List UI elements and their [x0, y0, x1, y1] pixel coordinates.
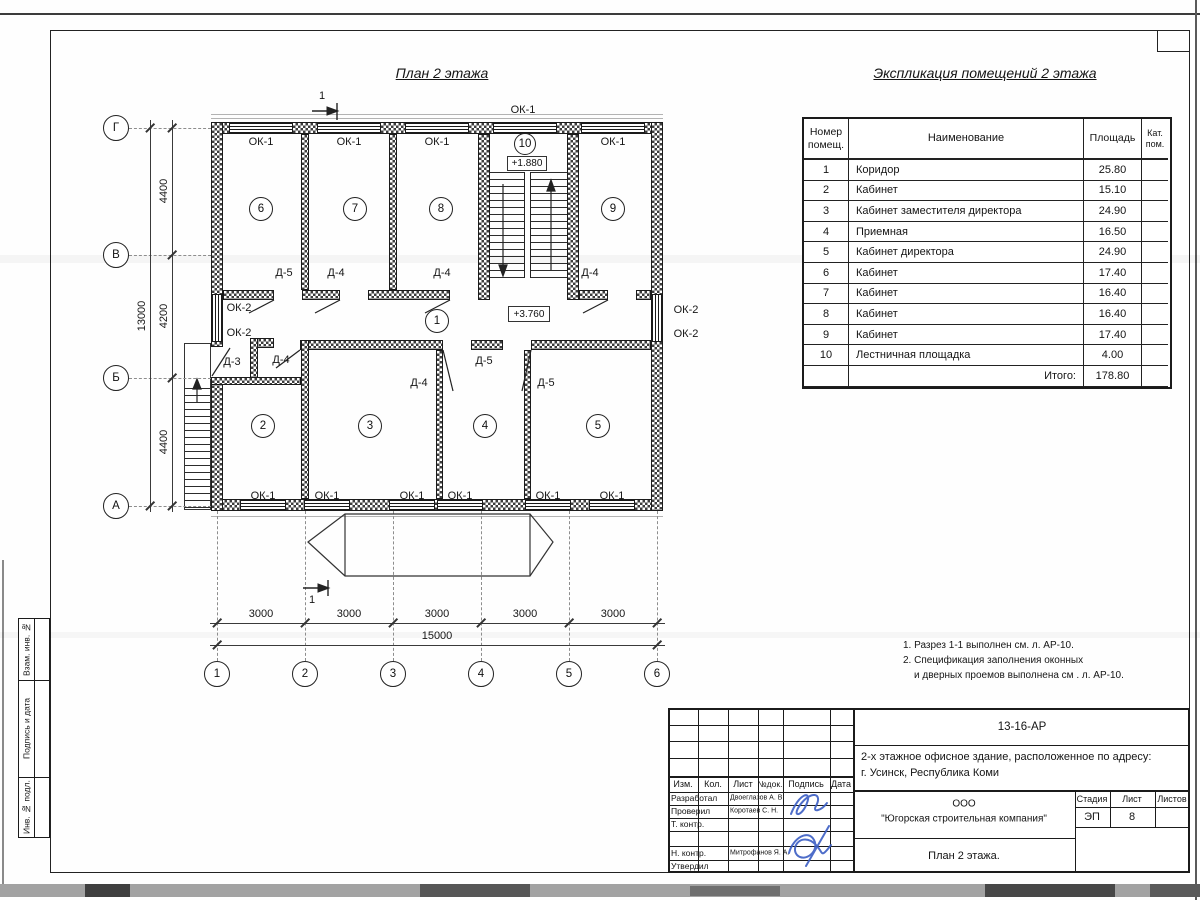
axis-circle-1 [204, 661, 230, 687]
axis-label: Б [112, 372, 120, 384]
window-ok1 [406, 122, 468, 134]
room-circle-5 [586, 414, 610, 438]
wall-right [651, 341, 663, 511]
window-label-ok1: ОК-1 [535, 490, 561, 502]
window-label-ok2: ОК-2 [673, 304, 699, 316]
cell-num [804, 366, 849, 387]
room-number: 5 [594, 420, 602, 432]
cell-cat [1142, 160, 1168, 181]
header-text: Кат. пом. [1145, 128, 1165, 149]
axis-line-6 [657, 511, 658, 661]
dim-label-4400: 4400 [158, 429, 170, 455]
cell-num: 4 [804, 222, 849, 243]
axis-line-2 [305, 511, 306, 661]
scan-smudge [420, 884, 530, 897]
wall-top [292, 122, 318, 134]
door-label-d5: Д-5 [475, 355, 493, 367]
corridor-wall-bottom [531, 340, 651, 350]
tb-line [668, 758, 854, 759]
tb-header-list: Лист [733, 779, 753, 789]
tb-line [758, 708, 759, 873]
tb-line [855, 745, 1190, 746]
tb-name-2: Коротаев С. Н. [730, 807, 779, 815]
axis-label: А [112, 500, 120, 512]
cell-area: 17.40 [1084, 325, 1142, 346]
cell-area: 4.00 [1084, 345, 1142, 366]
tb-role-tkontr: Т. контр. [671, 819, 705, 829]
stair-wall-west [478, 134, 490, 300]
axis-label: 4 [477, 668, 485, 680]
tb-line [668, 831, 854, 832]
tb-line [783, 708, 784, 873]
cell-num: 5 [804, 242, 849, 263]
tb-doc-number: 13-16-АР [997, 721, 1047, 733]
margin-label-podpis [19, 682, 34, 775]
window-label-ok1: ОК-1 [250, 490, 276, 502]
axis-label: 6 [653, 668, 661, 680]
cell-area: 17.40 [1084, 263, 1142, 284]
window-label-ok2: ОК-2 [673, 328, 699, 340]
window-ok1 [230, 122, 292, 134]
cell-cat [1142, 222, 1168, 243]
cell-area: 15.10 [1084, 181, 1142, 202]
cell-num: 6 [804, 263, 849, 284]
room-number: 9 [609, 203, 617, 215]
window-label-ok2: ОК-2 [226, 327, 252, 339]
room-circle-8 [429, 197, 453, 221]
cell-name: Кабинет [849, 181, 1084, 202]
axis-circle-g [103, 115, 129, 141]
tb-stage-value: ЭП [1084, 811, 1100, 823]
tb-listov-header: Листов [1157, 794, 1187, 804]
cell-cat [1142, 201, 1168, 222]
cell-cat [1142, 366, 1168, 387]
wall-left [211, 377, 223, 511]
sheet-left-edge [2, 560, 4, 890]
window-label-ok1: ОК-1 [314, 490, 340, 502]
tb-line [668, 846, 854, 847]
sheet-top-edge [0, 13, 1200, 15]
margin-text: Инв. № подл. [21, 780, 32, 835]
level-mark-corridor [508, 306, 550, 322]
axis-line-3 [393, 511, 394, 661]
cell-name: Кабинет директора [849, 242, 1084, 263]
door-label-d4: Д-4 [581, 267, 599, 279]
cell-name: Коридор [849, 160, 1084, 181]
margin-label-vzam [19, 620, 34, 678]
door-label-d4: Д-4 [272, 354, 290, 366]
tb-list-value: 8 [1128, 811, 1136, 823]
window-label-ok1: ОК-1 [399, 490, 425, 502]
window-label-ok1: ОК-1 [336, 136, 362, 148]
dim-label-3000: 3000 [336, 608, 362, 620]
dim-label-3000: 3000 [600, 608, 626, 620]
tb-drawing-title: План 2 этажа. [928, 850, 1000, 862]
partition-3-4 [436, 350, 443, 499]
cell-cat [1142, 284, 1168, 305]
tb-line [1075, 827, 1190, 828]
door-label-d4: Д-4 [327, 267, 345, 279]
window-ok2 [211, 295, 223, 341]
axis-circle-a [103, 493, 129, 519]
section-mark-label-top: 1 [318, 90, 326, 102]
col-header-cat [1142, 119, 1168, 160]
room-circle-9 [601, 197, 625, 221]
room-number: 6 [257, 203, 265, 215]
total-label: Итого: [849, 366, 1084, 387]
cell-num: 1 [804, 160, 849, 181]
tb-line [830, 708, 831, 873]
room-number: 3 [366, 420, 374, 432]
scan-smudge [85, 884, 130, 897]
tb-name-4: Митрофанов Я. А. [730, 849, 790, 857]
cell-cat [1142, 325, 1168, 346]
wall-top [468, 122, 494, 134]
axis-circle-b [103, 365, 129, 391]
tb-company-1: ООО [952, 798, 976, 810]
scan-smudge [1150, 884, 1200, 897]
wall-bottom [285, 499, 305, 511]
tb-role-razrabotal: Разработал [671, 793, 718, 803]
cell-name: Кабинет [849, 263, 1084, 284]
note-line-3: и дверных проемов выполнена см . л. АР-10. [914, 670, 1124, 681]
axis-circle-3 [380, 661, 406, 687]
margin-label-inv [19, 779, 34, 836]
wall-bottom [570, 499, 590, 511]
tb-name-1: Двоеглазов А. В. [730, 794, 785, 802]
section-mark-label-bottom: 1 [308, 594, 316, 606]
cell-name: Кабинет [849, 284, 1084, 305]
axis-label: 2 [301, 668, 309, 680]
margin-line [18, 680, 50, 681]
wall-bottom [482, 499, 526, 511]
room-circle-6 [249, 197, 273, 221]
wall-bottom [349, 499, 390, 511]
axis-line-5 [569, 511, 570, 661]
margin-text: Подпись и дата [21, 697, 32, 760]
level-value: +1.880 [511, 158, 543, 169]
dim-line-segments-v [172, 120, 173, 512]
cell-cat [1142, 345, 1168, 366]
window-ok2 [651, 295, 663, 341]
tb-role-nkontr: Н. контр. [671, 848, 707, 858]
cell-num: 3 [804, 201, 849, 222]
window-label-ok1: ОК-1 [424, 136, 450, 148]
room-number: 1 [433, 315, 441, 327]
axis-line-1 [217, 511, 218, 661]
corridor-wall-top [302, 290, 340, 300]
dim-label-4200: 4200 [158, 303, 170, 329]
axis-circle-4 [468, 661, 494, 687]
scan-smudge [985, 884, 1115, 897]
axis-label: В [112, 249, 120, 261]
col-header-area [1084, 119, 1142, 160]
level-value: +3.760 [513, 308, 545, 320]
room-circle-7 [343, 197, 367, 221]
window-ok1 [318, 122, 380, 134]
axis-label: 3 [389, 668, 397, 680]
cell-num: 8 [804, 304, 849, 325]
note-line-2: 2. Спецификация заполнения оконных [903, 655, 1084, 666]
tb-list-header: Лист [1122, 794, 1142, 804]
room-number: 10 [518, 138, 532, 150]
room-circle-2 [251, 414, 275, 438]
axis-label: Г [112, 122, 120, 134]
top-right-stamp-box [1157, 30, 1190, 52]
tb-line [668, 741, 854, 742]
scan-smudge [690, 886, 780, 896]
dim-label-4400: 4400 [158, 178, 170, 204]
cell-area: 16.50 [1084, 222, 1142, 243]
total-area: 178.80 [1084, 366, 1142, 387]
tb-header-ndok: №док. [757, 779, 783, 789]
cell-name: Лестничная площадка [849, 345, 1084, 366]
corridor-wall-top [636, 290, 651, 300]
wall-right [651, 122, 663, 295]
door-label-d4: Д-4 [433, 267, 451, 279]
cell-name: Кабинет [849, 304, 1084, 325]
cell-cat [1142, 304, 1168, 325]
partition-2-3 [301, 340, 309, 499]
plan-title: План 2 этажа [395, 65, 489, 81]
window-label-ok1: ОК-1 [447, 490, 473, 502]
tb-header-izm: Изм. [673, 779, 693, 789]
axis-circle-5 [556, 661, 582, 687]
cell-name: Кабинет [849, 325, 1084, 346]
header-text: Номер помещ. [807, 126, 845, 151]
tb-stage-header: Стадия [1076, 794, 1108, 804]
note-line-1: 1. Разрез 1-1 выполнен см. л. АР-10. [903, 640, 1074, 651]
tb-description-2: г. Усинск, Республика Коми [861, 767, 1000, 779]
door-label-d4: Д-4 [410, 377, 428, 389]
corridor-wall-bottom [471, 340, 503, 350]
level-mark-stair [507, 156, 547, 171]
cell-num: 10 [804, 345, 849, 366]
cell-area: 16.40 [1084, 304, 1142, 325]
room-circle-4 [473, 414, 497, 438]
header-text: Наименование [927, 132, 1005, 145]
corridor-wall-top [579, 290, 608, 300]
tb-line [668, 725, 854, 726]
margin-text: Взам. инв. № [21, 622, 32, 676]
cell-area: 25.80 [1084, 160, 1142, 181]
dim-line-total [210, 645, 665, 646]
axis-label: 5 [565, 668, 573, 680]
window-label-ok1: ОК-1 [600, 136, 626, 148]
door-label-d5: Д-5 [537, 377, 555, 389]
dim-label-15000: 15000 [421, 630, 453, 642]
dim-line-total-v [150, 120, 151, 512]
axis-line-4 [481, 511, 482, 661]
exterior-stair-steps [185, 388, 210, 508]
wall-left [211, 122, 223, 295]
cell-num: 7 [804, 284, 849, 305]
wall-top [380, 122, 406, 134]
tb-header-data: Дата [831, 779, 851, 789]
dim-label-3000: 3000 [248, 608, 274, 620]
tb-header-podpis: Подпись [788, 779, 824, 789]
room-circle-3 [358, 414, 382, 438]
axis-circle-6 [644, 661, 670, 687]
cell-num: 2 [804, 181, 849, 202]
axis-circle-v [103, 242, 129, 268]
partition-7-8 [389, 134, 397, 290]
tb-line [1110, 790, 1111, 827]
dim-label-3000: 3000 [424, 608, 450, 620]
room-number: 8 [437, 203, 445, 215]
door-label-d3: Д-3 [223, 356, 241, 368]
tb-header-kol: Кол. [704, 779, 722, 789]
cell-area: 16.40 [1084, 284, 1142, 305]
tb-role-utverdil: Утвердил [671, 861, 709, 871]
dim-label-3000: 3000 [512, 608, 538, 620]
axis-label: 1 [213, 668, 221, 680]
window-label-ok2: ОК-2 [226, 302, 252, 314]
tb-line [728, 708, 729, 873]
window-label-ok1: ОК-1 [599, 490, 625, 502]
room2-top-wall [211, 377, 301, 385]
room-number: 7 [351, 203, 359, 215]
room-circle-10 [514, 133, 536, 155]
tb-line [1155, 790, 1156, 827]
cell-name: Приемная [849, 222, 1084, 243]
tb-line [1075, 807, 1190, 808]
tb-company-2: "Югорская строительная компания" [881, 813, 1047, 825]
cell-area: 24.90 [1084, 242, 1142, 263]
cell-name: Кабинет заместителя директора [849, 201, 1084, 222]
room-circle-1 [425, 309, 449, 333]
corridor-wall-top [368, 290, 450, 300]
cell-cat [1142, 242, 1168, 263]
tb-role-proveril: Проверил [671, 806, 711, 816]
wall-top [556, 122, 582, 134]
window-ok1 [582, 122, 644, 134]
cell-area: 24.90 [1084, 201, 1142, 222]
tb-line [855, 790, 1190, 792]
partition-4-5 [524, 350, 531, 499]
notes [903, 638, 1183, 683]
header-text: Площадь [1089, 132, 1136, 145]
partition-6-7 [301, 134, 309, 290]
wall-left [211, 341, 223, 347]
dim-label-13000: 13000 [136, 300, 148, 332]
tb-line [668, 776, 854, 778]
window-label-ok1: ОК-1 [248, 136, 274, 148]
eaves-line-top [211, 114, 663, 119]
corridor-wall-top [223, 290, 274, 300]
cell-cat [1142, 181, 1168, 202]
door-label-d5: Д-5 [275, 267, 293, 279]
room-number: 4 [481, 420, 489, 432]
room-number: 2 [259, 420, 267, 432]
margin-line [34, 618, 35, 838]
col-header-num [804, 119, 849, 160]
margin-line [18, 777, 50, 778]
stair-divider [524, 172, 531, 278]
corridor-wall-bottom [300, 340, 443, 350]
explication-title: Экспликация помещений 2 этажа [873, 65, 1097, 81]
tb-line [855, 838, 1075, 839]
eaves-line-bottom [211, 512, 663, 517]
tb-description-1: 2-х этажное офисное здание, расположенное по адресу: [861, 751, 1152, 763]
explication-table [802, 117, 1172, 389]
sheet-right-edge [1195, 0, 1197, 900]
axis-circle-2 [292, 661, 318, 687]
cell-num: 9 [804, 325, 849, 346]
cell-cat [1142, 263, 1168, 284]
stair-wall-east [567, 134, 579, 300]
col-header-name [849, 119, 1084, 160]
dim-line-segments [210, 623, 665, 624]
window-label-ok1: ОК-1 [510, 104, 536, 116]
